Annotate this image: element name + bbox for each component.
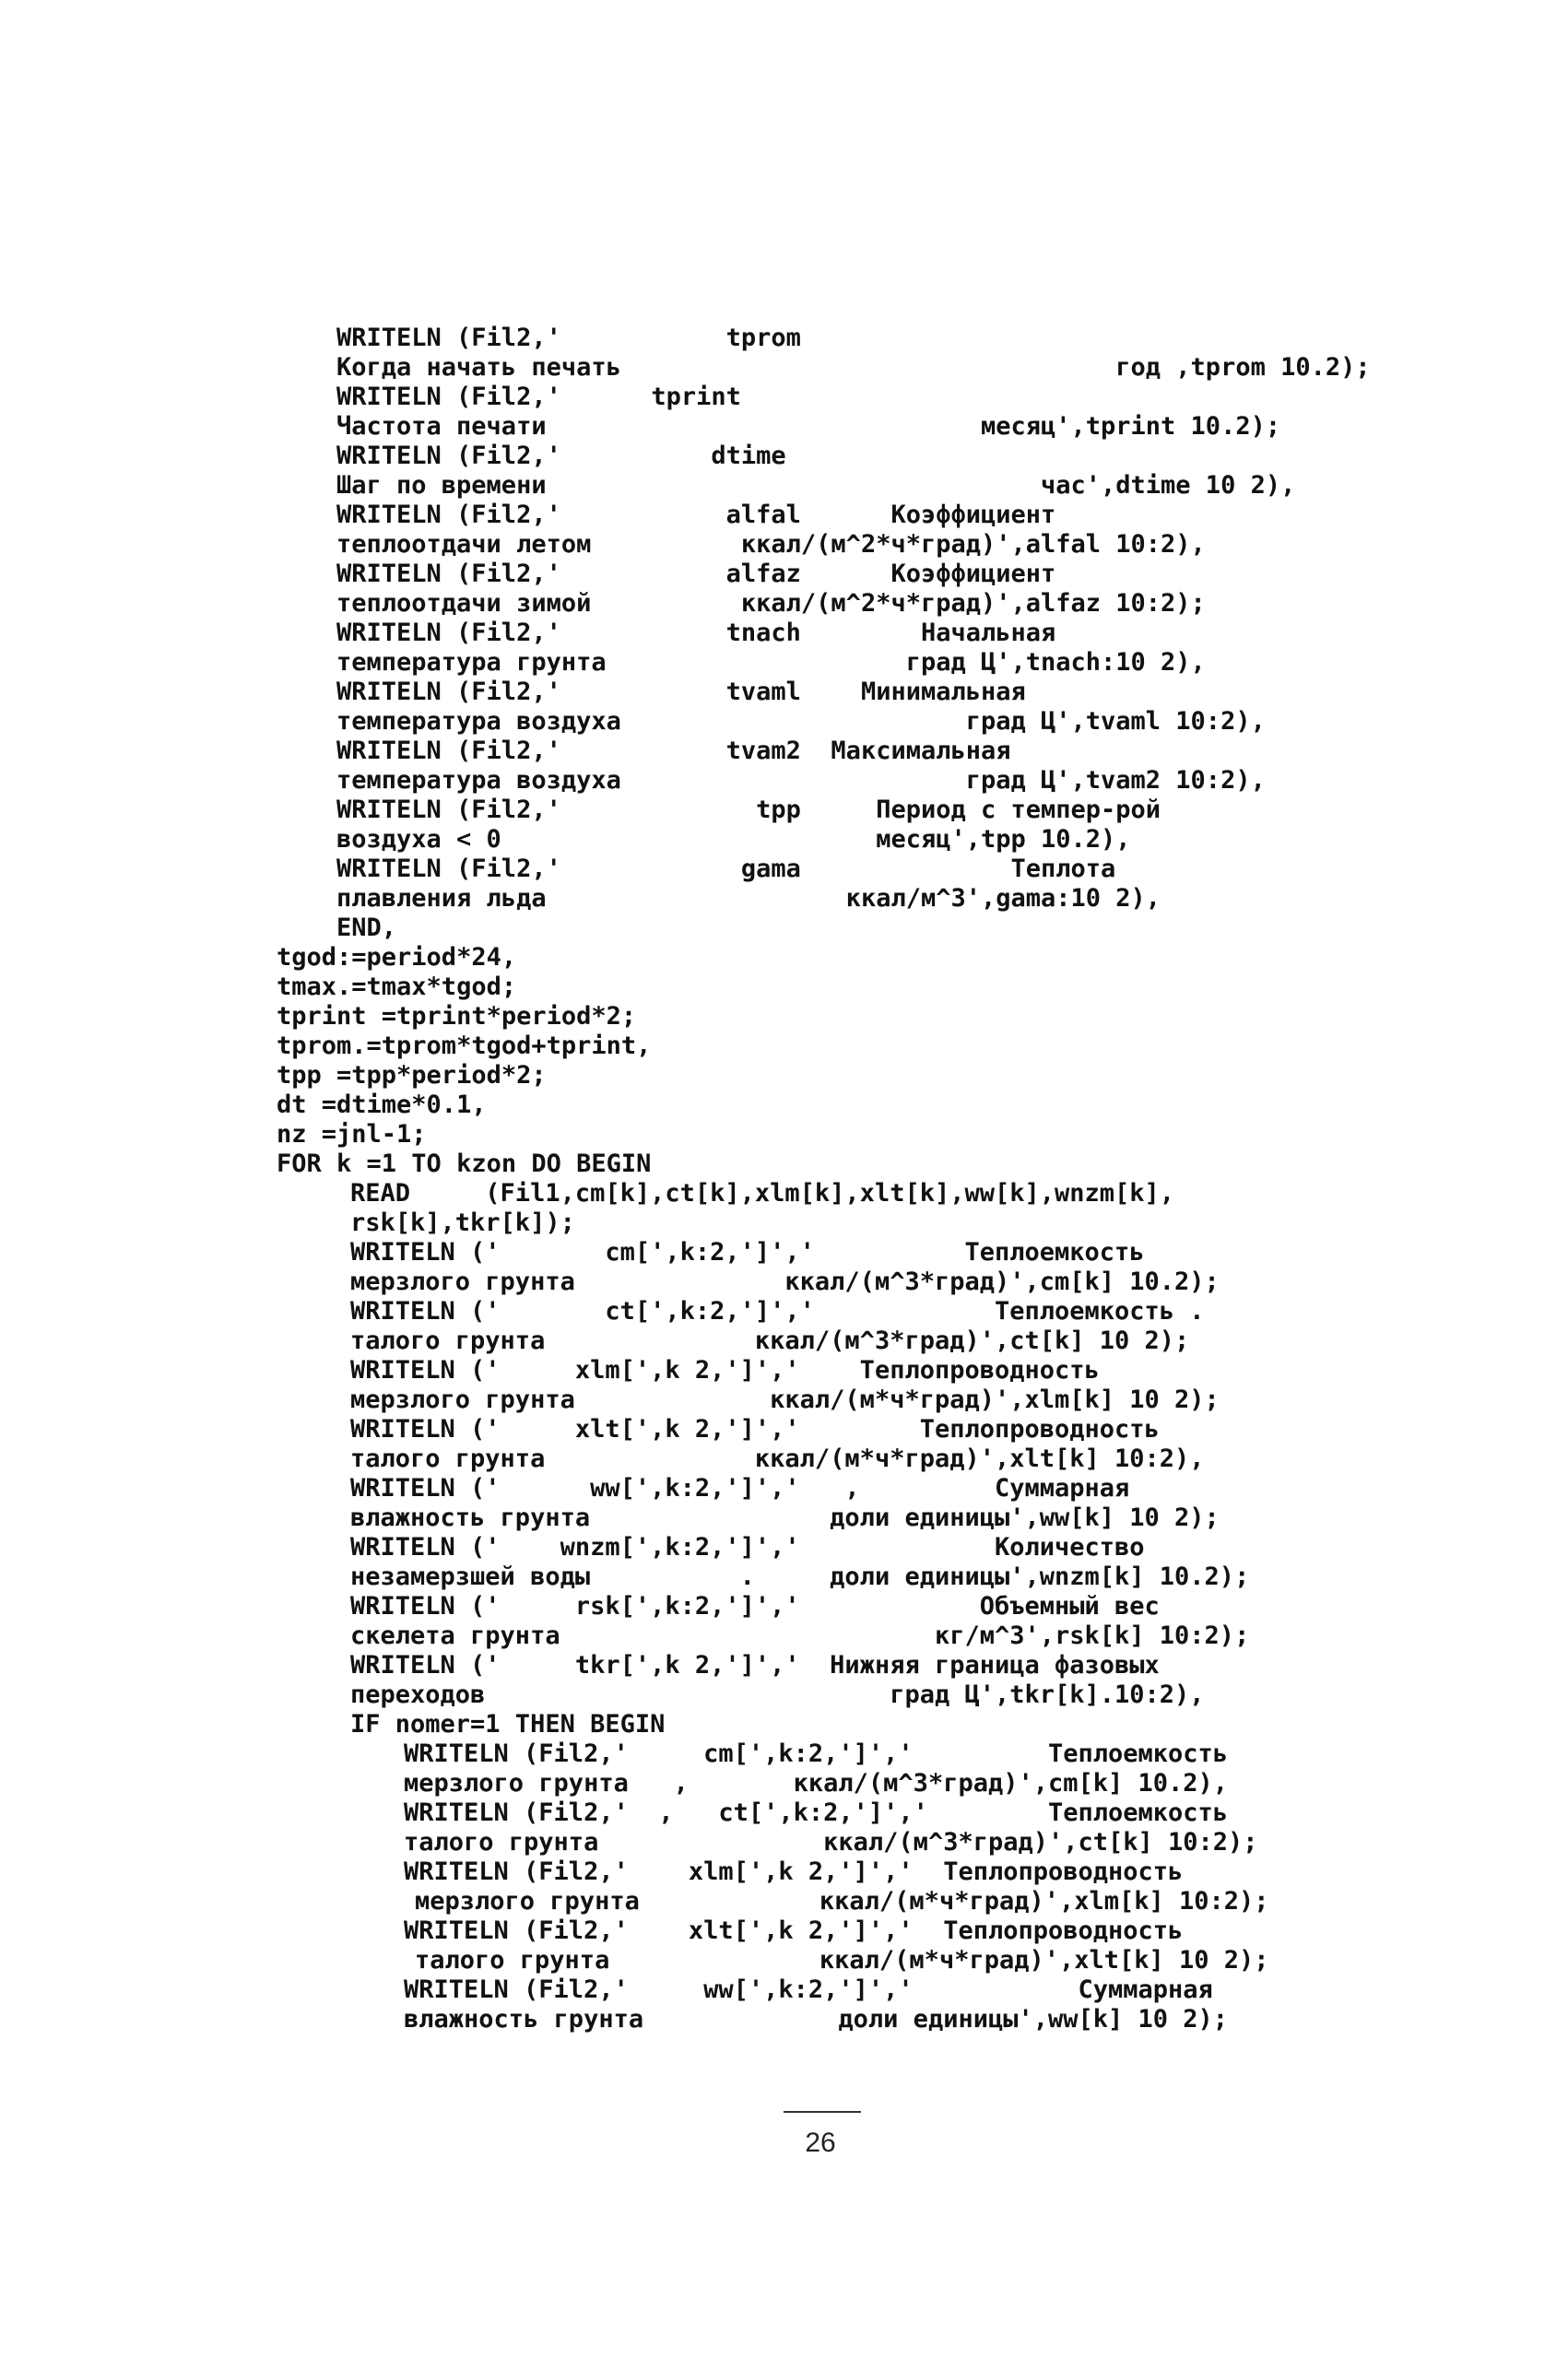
code-line: WRITELN (Fil2,' , ct[',k:2,']',' Теплоемкость	[404, 1798, 1229, 1827]
code-line: Шаг по времени час',dtime 10 2),	[336, 471, 1296, 500]
code-line: rsk[k],tkr[k]);	[350, 1209, 575, 1237]
code-line: WRITELN (' cm[',k:2,']',' Теплоемкость	[350, 1238, 1145, 1267]
code-line: теплоотдачи зимой ккал/(м^2*ч*град)',alfaz 10:2);	[336, 589, 1206, 618]
code-line: незамерзшей воды . доли единицы',wnzm[k] 10.2);	[350, 1562, 1250, 1591]
code-line: мерзлого грунта , ккал/(м^3*град)',cm[k] 10.2),	[404, 1769, 1229, 1798]
code-line: WRITELN (Fil2,' tnach Начальная	[336, 619, 1056, 647]
code-line: WRITELN (Fil2,' ww[',k:2,']',' Суммарная	[404, 1975, 1213, 2004]
code-line: tprom.=tprom*tgod+tprint,	[277, 1032, 652, 1060]
code-line: WRITELN (Fil2,' alfaz Коэффициент	[336, 560, 1056, 588]
code-line: мерзлого грунта ккал/(м*ч*град)',xlm[k] 10:2);	[415, 1887, 1269, 1916]
code-line: WRITELN (Fil2,' tprom	[336, 324, 801, 352]
code-line: WRITELN (' rsk[',k:2,']',' Объемный вес	[350, 1592, 1160, 1621]
code-line: температура воздуха град Ц',tvam2 10:2),	[336, 766, 1266, 795]
code-line: мерзлого грунта ккал/(м^3*град)',cm[k] 10.2);	[350, 1268, 1220, 1296]
code-line: WRITELN (' tkr[',k 2,']',' Нижняя граница фазовых	[350, 1651, 1160, 1680]
code-line: FOR k =1 TO kzon DO BEGIN	[277, 1150, 652, 1178]
code-line: WRITELN (' ct[',k:2,']',' Теплоемкость .	[350, 1297, 1205, 1326]
code-line: tgod:=period*24,	[277, 943, 517, 972]
code-line: dt =dtime*0.1,	[277, 1091, 487, 1119]
code-line: мерзлого грунта ккал/(м*ч*град)',xlm[k] 10 2);	[350, 1385, 1220, 1414]
code-line: END,	[336, 914, 397, 942]
code-line: WRITELN (Fil2,' tvaml Минимальная	[336, 678, 1026, 706]
code-line: WRITELN (' xlm[',k 2,']',' Теплопроводность	[350, 1356, 1100, 1385]
code-line: WRITELN (Fil2,' tpp Период с темпер-рой	[336, 796, 1161, 824]
code-line: WRITELN (Fil2,' tprint	[336, 383, 741, 411]
code-line: WRITELN (Fil2,' xlt[',k 2,']',' Теплопроводность	[404, 1916, 1184, 1945]
code-line: WRITELN (' ww[',k:2,']',' , Суммарная	[350, 1474, 1130, 1503]
code-line: WRITELN (Fil2,' alfal Коэффициент	[336, 501, 1056, 529]
code-line: nz =jnl-1;	[277, 1120, 427, 1149]
code-line: Когда начать печать год ,tprom 10.2);	[336, 353, 1371, 382]
code-line: WRITELN (Fil2,' gama Теплота	[336, 855, 1116, 883]
code-line: температура воздуха град Ц',tvaml 10:2),	[336, 707, 1266, 736]
code-line: Частота печати месяц',tprint 10.2);	[336, 412, 1281, 441]
page-number: 26	[805, 2128, 836, 2158]
code-line: плавления льда ккал/м^3',gama:10 2),	[336, 884, 1161, 913]
code-line: READ (Fil1,cm[k],ct[k],xlm[k],xlt[k],ww[k],wnzm[k],	[350, 1179, 1175, 1208]
code-line: воздуха < 0 месяц',tpp 10.2),	[336, 825, 1131, 854]
code-line: талого грунта ккал/(м^3*град)',ct[k] 10 2);	[350, 1326, 1190, 1355]
code-line: WRITELN (' xlt[',k 2,']',' Теплопроводность	[350, 1415, 1160, 1444]
code-line: влажность грунта доли единицы',ww[k] 10 2);	[404, 2005, 1229, 2034]
code-line: температура грунта град Ц',tnach:10 2),	[336, 648, 1206, 677]
code-line: IF nomer=1 THEN BEGIN	[350, 1710, 666, 1739]
code-line: WRITELN (Fil2,' dtime	[336, 442, 786, 470]
code-line: WRITELN (Fil2,' cm[',k:2,']',' Теплоемкость	[404, 1739, 1229, 1768]
code-line: теплоотдачи летом ккал/(м^2*ч*град)',alfal 10:2),	[336, 530, 1206, 559]
code-line: талого грунта ккал/(м^3*град)',ct[k] 10:2);	[404, 1828, 1258, 1857]
code-line: tpp =tpp*period*2;	[277, 1061, 547, 1090]
code-line: талого грунта ккал/(м*ч*град)',xlt[k] 10:2),	[350, 1444, 1205, 1473]
code-line: tprint =tprint*period*2;	[277, 1002, 637, 1031]
code-line: WRITELN (' wnzm[',k:2,']',' Количество	[350, 1533, 1145, 1562]
code-line: WRITELN (Fil2,' tvam2 Максимальная	[336, 737, 1011, 765]
pascal-code-listing	[277, 324, 1429, 2094]
code-line: WRITELN (Fil2,' xlm[',k 2,']',' Теплопроводность	[404, 1857, 1184, 1886]
code-line: переходов град Ц',tkr[k].10:2),	[350, 1680, 1205, 1709]
code-line: tmax.=tmax*tgod;	[277, 973, 517, 1001]
footer-rule	[784, 2111, 861, 2113]
code-line: талого грунта ккал/(м*ч*град)',xlt[k] 10 2);	[415, 1946, 1269, 1975]
code-line: влажность грунта доли единицы',ww[k] 10 2);	[350, 1503, 1220, 1532]
code-line: скелета грунта кг/м^3',rsk[k] 10:2);	[350, 1621, 1250, 1650]
